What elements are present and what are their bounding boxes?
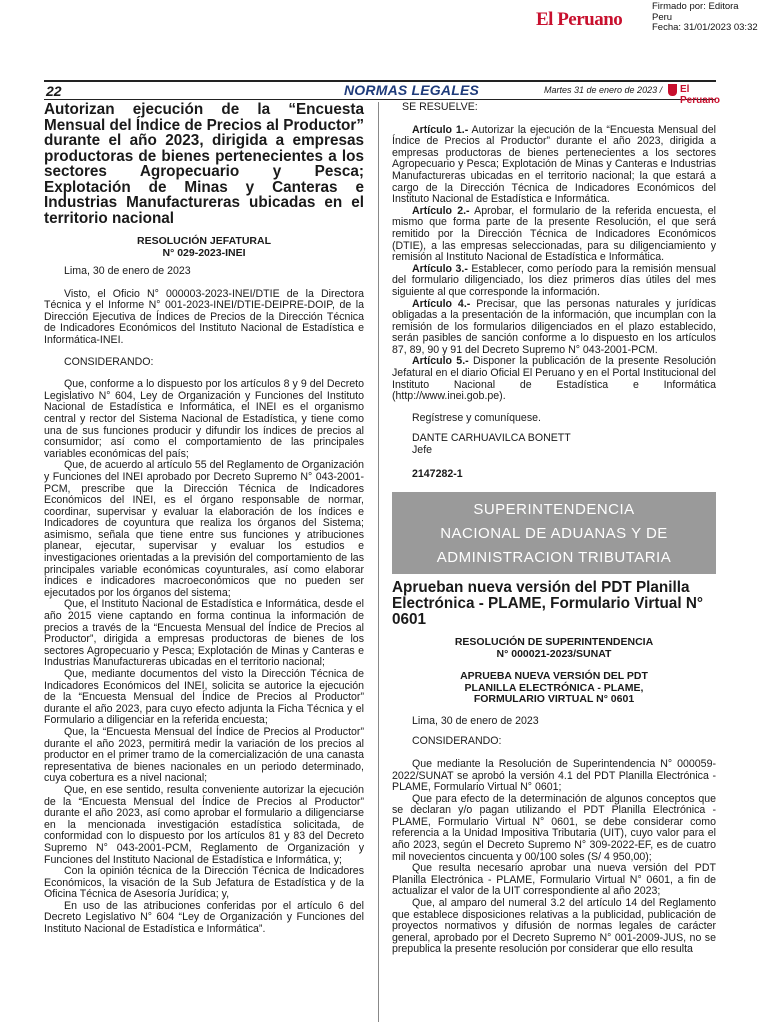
body-paragraph: Que para efecto de la determinación de algunos conceptos que se declaran y/o pagan utilizando el PDT Planilla Electrónica - PLAME, Formulario Virtual N° 0601, se debe considerar como referencia a la Unidad Impositiva Tributaria (UIT), cuyo valor para el año 2023, según el Decreto Supremo N° 309-2022-EF, es de cuatro mil novecientos cincuenta y 00/100 soles (S/ 4 950,00); — [392, 792, 716, 863]
date-line-2: Lima, 30 de enero de 2023 — [412, 714, 539, 727]
body-paragraph: Que, mediante documentos del visto la Dirección Técnica de Indicadores Económicos del INEI, solicita se autorice la ejecución de la “Encuesta Mensual del Índice de Precios al Productor” durante el año 2023, para cuyo efecto adjunta la Ficha Técnica y el Formulario a diligenciar en la referida encuesta; — [44, 668, 364, 727]
left-column — [44, 102, 364, 936]
article-text: Disponer la publicación de la presente Resolución Jefatural en el diario Oficial El Peruano y en el Portal Institucional del Instituto Nacional de Estadística e Informática (http://www.inei.gob.pe). — [392, 355, 716, 403]
body-paragraph: Que, el Instituto Nacional de Estadística e Informática, desde el año 2015 viene captando en forma continua la información de precios a través de la “Encuesta Mensual del Índice de Precios al Productor”, dirigida a empresas productoras de bienes de los sectores Agropecuario y Pesca; Explotación de Minas y Canteras e Industrias Manufactureras ubicadas en el territorio nacional; — [44, 598, 364, 669]
resolution-subtitle-line: APRUEBA NUEVA VERSIÓN DEL PDT — [460, 670, 648, 683]
peru-shield-icon — [668, 84, 677, 96]
header-date: Martes 31 de enero de 2023 / — [544, 85, 663, 95]
body-paragraph: Que, la “Encuesta Mensual del Índice de Precios al Productor” durante el año 2023, permitirá medir la variación de los precios al productor en el primer tramo de la comercialización de una canasta representativa de bienes nacionales en un periodo determinado, cuya cobertura es a nivel nacional; — [44, 725, 364, 785]
body-paragraph: En uso de las atribuciones conferidas por el artículo 6 del Decreto Legislativo N° 604 “Ley de Organización y Funciones del Instituto Nacional de Estadística e Informática”. — [44, 899, 364, 936]
article-1 — [392, 125, 716, 206]
visto-paragraph: Visto, el Oficio N° 000003-2023-INEI/DTIE de la Directora Técnica y el Informe N° 001-2023-INEI/DTIE-DEIPRE-DOIP, de la Dirección Ejecutiva de Índices de Precios de la Dirección Técnica de Indicadores Económicos del Instituto Nacional de Estadística e Informática-INEI. — [44, 287, 364, 346]
document-code: 2147282-1 — [412, 467, 463, 480]
date-line: Lima, 30 de enero de 2023 — [64, 265, 191, 277]
se-resuelve-heading: SE RESUELVE: — [402, 101, 478, 113]
signature-line: Peru — [652, 11, 673, 23]
article-text: Establecer, como período para la remisión mensual del formulario diligenciado, los diez primeros días útiles del mes siguiente al que corresponde la información. — [392, 262, 717, 298]
banner-line: SUPERINTENDENCIA — [473, 501, 635, 519]
article-label: Artículo 5.- — [412, 355, 469, 368]
page-number: 22 — [46, 83, 62, 99]
body-paragraph: Con la opinión técnica de la Dirección Técnica de Indicadores Económicos, la visación de la Sub Jefatura de Estadística y de la Oficina Técnica de Asesoría Jurídica; y, — [44, 865, 364, 901]
article-label: Artículo 1.- — [412, 123, 469, 136]
article-headline-2: Aprueban nueva versión del PDT Planilla Electrónica - PLAME, Formulario Virtual N° 0601 — [392, 579, 703, 629]
article-5 — [392, 356, 716, 402]
article-3 — [392, 264, 716, 299]
column-divider — [378, 102, 379, 1022]
resolution-title: RESOLUCIÓN JEFATURAL — [137, 235, 271, 247]
page-header — [44, 80, 721, 106]
body-paragraph: Que, al amparo del numeral 3.2 del artículo 14 del Reglamento que establece disposiciones relativas a la publicidad, publicación de proyectos normativos y difusión de normas legales de carácter general, aprobado por el Decreto Supremo N° 001-2009-JUS, no se prepublica la presente resolución por considerar que ello resulta — [392, 897, 716, 956]
body-paragraph: Que resulta necesario aprobar una nueva versión del PDT Planilla Electrónica - PLAME, Formulario Virtual N° 0601, a fin de actualizar el valor de la UIT correspondiente al año 2023; — [392, 862, 716, 898]
top-bar — [0, 0, 768, 40]
right-column — [392, 102, 716, 956]
signature-line: Firmado por: Editora — [652, 1, 739, 12]
resolution-number-2: N° 000021-2023/SUNAT — [496, 647, 612, 660]
article-text: Autorizar la ejecución de la “Encuesta Mensual del Índice de Precios al Productor” durante el año 2023, dirigida a empresas productoras de bienes pertenecientes a los sectores Agropecuario y Pesca; Explotación de Minas y Canteras e Industrias Manufactureras ubicadas en el territorio nacional; la que estará a cargo de la Dirección Técnica de Indicadores Económicos del Instituto Nacional de Estadística e Informática. — [392, 123, 717, 206]
el-peruano-logo: El Peruano — [536, 9, 623, 30]
resolution-subtitle-line: FORMULARIO VIRTUAL N° 0601 — [473, 693, 635, 706]
closing-line: Regístrese y comuníquese. — [412, 411, 541, 424]
banner-line: ADMINISTRACION TRIBUTARIA — [436, 549, 672, 567]
resolution-number: N° 029-2023-INEI — [162, 246, 246, 259]
article-label: Artículo 4.- — [412, 297, 471, 310]
body-paragraph: Que, de acuerdo al artículo 55 del Reglamento de Organización y Funciones del INEI aprobado por Decreto Supremo N° 043-2001-PCM, prescribe que la Dirección Técnica de Indicadores Económicos del INEI, es el órgano responsable de normar, coordinar, supervisar y evaluar la elaboración de los índices e Indicadores de coyuntura que realiza los órganos del Sistema; asimismo, señala que tiene entre sus funciones y atribuciones planear, ejecutar, supervisar y evaluar los estudios e investigaciones orientadas a la previsión del comportamiento de las principales variable económicas coyunturales, así como elaborar índices e indicadores macroeconómicos que no pueden ser ejecutados por los órganos del sistema; — [44, 459, 364, 599]
header-brand: El Peruano — [680, 84, 721, 106]
considerando-heading: CONSIDERANDO: — [64, 355, 154, 368]
digital-signature — [652, 2, 758, 34]
agency-banner — [392, 492, 716, 574]
article-headline: Autorizan ejecución de la “Encuesta Mensual del Índice de Precios al Productor” durante el año 2023, dirigida a empresas productoras de bienes pertenecientes a los sectores Agropecuario y Pesca; Explotación de Minas y Canteras e Industrias Manufactureras ubicadas en el territorio nacional — [44, 101, 364, 227]
article-label: Artículo 3.- — [412, 262, 468, 275]
signer-title: Jefe — [412, 444, 433, 457]
section-title: NORMAS LEGALES — [344, 82, 480, 98]
banner-line: NACIONAL DE ADUANAS Y DE — [440, 525, 668, 543]
resolution-subtitle-line: PLANILLA ELECTRÓNICA - PLAME, — [464, 681, 644, 694]
signature-line: Fecha: 31/01/2023 03:32 — [652, 22, 758, 33]
article-label: Artículo 2.- — [412, 204, 470, 217]
body-paragraph: Que, conforme a lo dispuesto por los artículos 8 y 9 del Decreto Legislativo N° 604, Ley de Organización y Funciones del Instituto Nacional de Estadística e Informática, el INEI es el organismo central y rector del Sistema Nacional de Estadística, y tiene como una de sus funciones producir y difundir los índices de precios al consumidor; así como el comportamiento de las principales variables económicas del país; — [44, 378, 364, 460]
article-text: Precisar, que las personas naturales y jurídicas obligadas a la presentación de la información, que incumplan con la remisión de los formularios diligenciados en el plazo establecido, serán pasibles de sanción conforme a lo dispuesto en los artículos 87, 89, 90 y 91 del Decreto Supremo N° 043-2001-PCM. — [392, 297, 717, 356]
body-paragraph: Que mediante la Resolución de Superintendencia N° 000059-2022/SUNAT se aprobó la versión 4.1 del PDT Planilla Electrónica - PLAME, Formulario Virtual N° 0601; — [392, 757, 716, 794]
article-2 — [392, 206, 716, 264]
body-paragraph: Que, en ese sentido, resulta conveniente autorizar la ejecución de la “Encuesta Mensual del Índice de Precios al Productor” durante el año 2023, así como aprobar el formulario a diligenciarse en la mencionada investigación estadística solicitada, de conformidad con lo dispuesto por los artículos 81 y 83 del Decreto Supremo N° 043-2001-PCM, Reglamento de Organización y Funciones del Instituto Nacional de Estadística e Informática, y; — [44, 783, 364, 866]
signer-name: DANTE CARHUAVILCA BONETT — [412, 432, 571, 445]
article-text: Aprobar, el formulario de la referida encuesta, el mismo que forma parte de la presente Resolución, el que será remitido por la Dirección Técnica de Indicadores Económicos (DTIE), a las empresas seleccionadas, para su diligenciamiento y remisión al Instituto Nacional de Estadística e Informática. — [392, 204, 717, 264]
considerando-heading-2: CONSIDERANDO: — [412, 735, 502, 748]
resolution-title-2: RESOLUCIÓN DE SUPERINTENDENCIA — [454, 636, 654, 649]
article-4 — [392, 299, 716, 357]
